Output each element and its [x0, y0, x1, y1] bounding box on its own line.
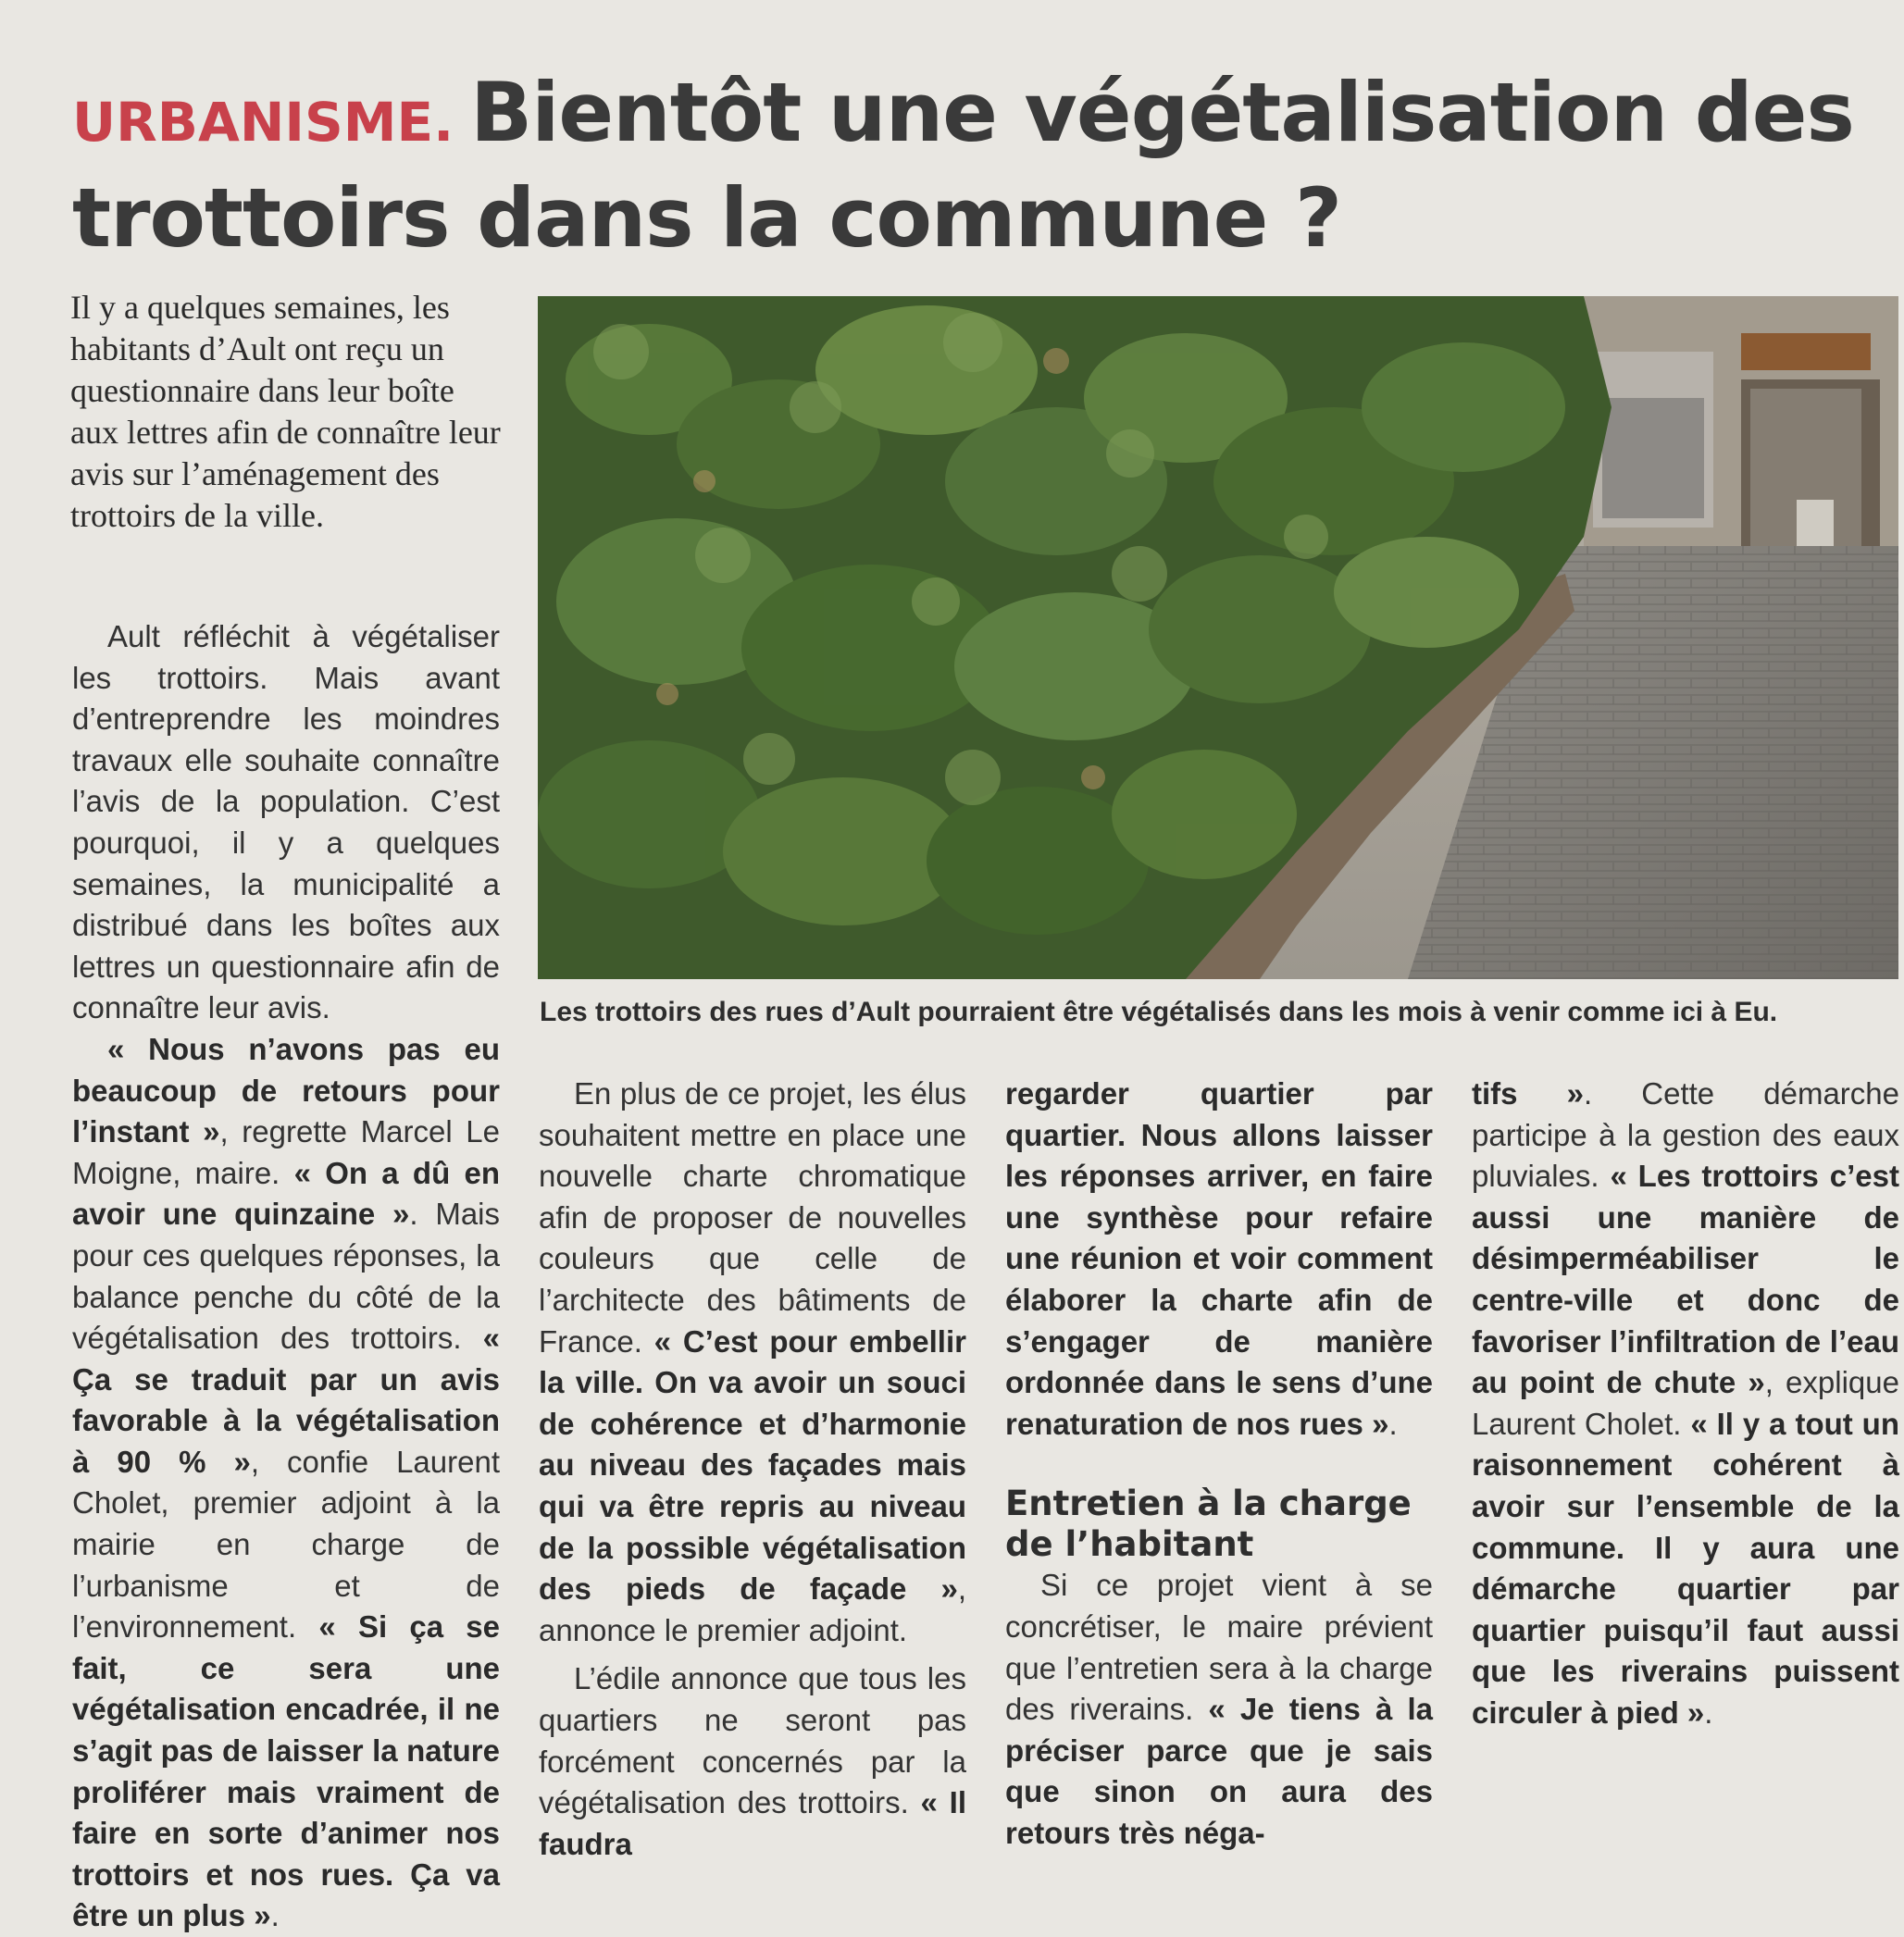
text: . [1388, 1406, 1398, 1441]
section-kicker: URBANISME. [72, 91, 454, 154]
quote: « Il y a tout un raisonnement cohérent à avoir sur l’ensemble de la commune. Il y aura une démarche quartier par quartier puisqu’il faut aussi que les riverains puissent circuler à pied » [1472, 1406, 1899, 1730]
quote: regarder quartier par quartier. Nous allons laisser les réponses arriver, en faire une synthèse pour refaire une réunion et voir comment élaborer la charte afin de s’engager de manière ordonnée dans le sens d’une renaturation de nos rues » [1005, 1076, 1433, 1441]
article-headline [72, 65, 1886, 267]
paragraph [539, 1658, 966, 1865]
paragraph: Ault réfléchit à végétaliser les trottoirs. Mais avant d’entreprendre les moindres travaux elle souhaite connaître l’avis de la population. C’est pourquoi, il y a quelques semaines, la municipalité a distribué dans les boîtes aux lettres un questionnaire afin de connaître leur avis. [72, 619, 500, 1025]
text: L’édile annonce que tous les quartiers ne seront pas forcément concernés par la végétalisation des trottoirs. [539, 1661, 966, 1820]
text: , explique Laurent Cholet. [1472, 1365, 1899, 1441]
text: Si ce projet vient à se concrétiser, le maire prévient que l’entretien sera à la charge des riverains. [1005, 1568, 1433, 1727]
headline-text: Bientôt une végétalisation des trottoirs dans la commune ? [72, 65, 1854, 266]
text: . Mais pour ces quelques réponses, la balance penche du côté de la végétalisation des trottoirs. [72, 1197, 501, 1356]
quote: « Il faudra [539, 1785, 966, 1861]
article-column-3 [1005, 1074, 1433, 1855]
quote: « On a dû en avoir une quinzaine » [72, 1155, 500, 1232]
paragraph [1005, 1074, 1433, 1445]
quote: « Nous n’avons pas eu beaucoup de retours pour l’instant » [72, 1031, 500, 1149]
paragraph [1472, 1074, 1899, 1734]
article-column-2 [539, 1074, 966, 1865]
text: , annonce le premier adjoint. [539, 1571, 966, 1647]
article-lede: Il y a quelques semaines, les habitants d’Ault ont reçu un questionnaire dans leur boîte aux lettres afin de connaître leur avis sur l’aménagement des trottoirs de la ville. [70, 289, 501, 534]
text: , regrette Marcel Le Moigne, maire. [72, 1114, 501, 1190]
article-column-4 [1472, 1074, 1899, 1734]
text: . [1704, 1695, 1713, 1730]
photo-caption: Les trottoirs des rues d’Ault pourraient être végétalisés dans les mois à venir comme ici à Eu. [540, 997, 1778, 1027]
paragraph [1005, 1565, 1433, 1854]
quote: tifs » [1472, 1076, 1584, 1111]
article-photo [538, 296, 1898, 979]
text: . Cette démarche participe à la gestion des eaux pluviales. [1472, 1076, 1900, 1194]
paragraph [72, 1029, 500, 1937]
text: En plus de ce projet, les élus souhaitent mettre en place une nouvelle charte chromatique afin de proposer de nouvelles couleurs que celle de l’architecte des bâtiments de France. [539, 1076, 966, 1359]
text: , confie Laurent Cholet, premier adjoint à la mairie en charge de l’urbanisme et de l’environnement. [72, 1444, 500, 1645]
quote: « Je tiens à la préciser parce que je sais que sinon on aura des retours très néga- [1005, 1692, 1433, 1850]
quote: « Si ça se fait, ce sera une végétalisation encadrée, il ne s’agit pas de laisser la nature proliférer mais vraiment de faire en sorte d’animer nos trottoirs et nos rues. Ça va être un plus » [72, 1609, 501, 1933]
text: . [270, 1898, 280, 1933]
article-column-1 [72, 616, 500, 1937]
quote: « Les trottoirs c’est aussi une manière de désimperméabiliser le centre-ville et donc de favoriser l’infiltration de l’eau au point de chute » [1472, 1159, 1899, 1400]
quote: « Ça se traduit par un avis favorable à la végétalisation à 90 % » [72, 1321, 500, 1479]
quote: « C’est pour embellir la ville. On va avoir un souci de cohérence et d’harmonie au niveau des façades mais qui va être repris au niveau de la possible végétalisation des pieds de façade » [539, 1323, 966, 1607]
subheading: Entretien à la charge de l’habitant [1005, 1484, 1412, 1565]
paragraph [539, 1074, 966, 1651]
photo-illustration [538, 296, 1898, 979]
